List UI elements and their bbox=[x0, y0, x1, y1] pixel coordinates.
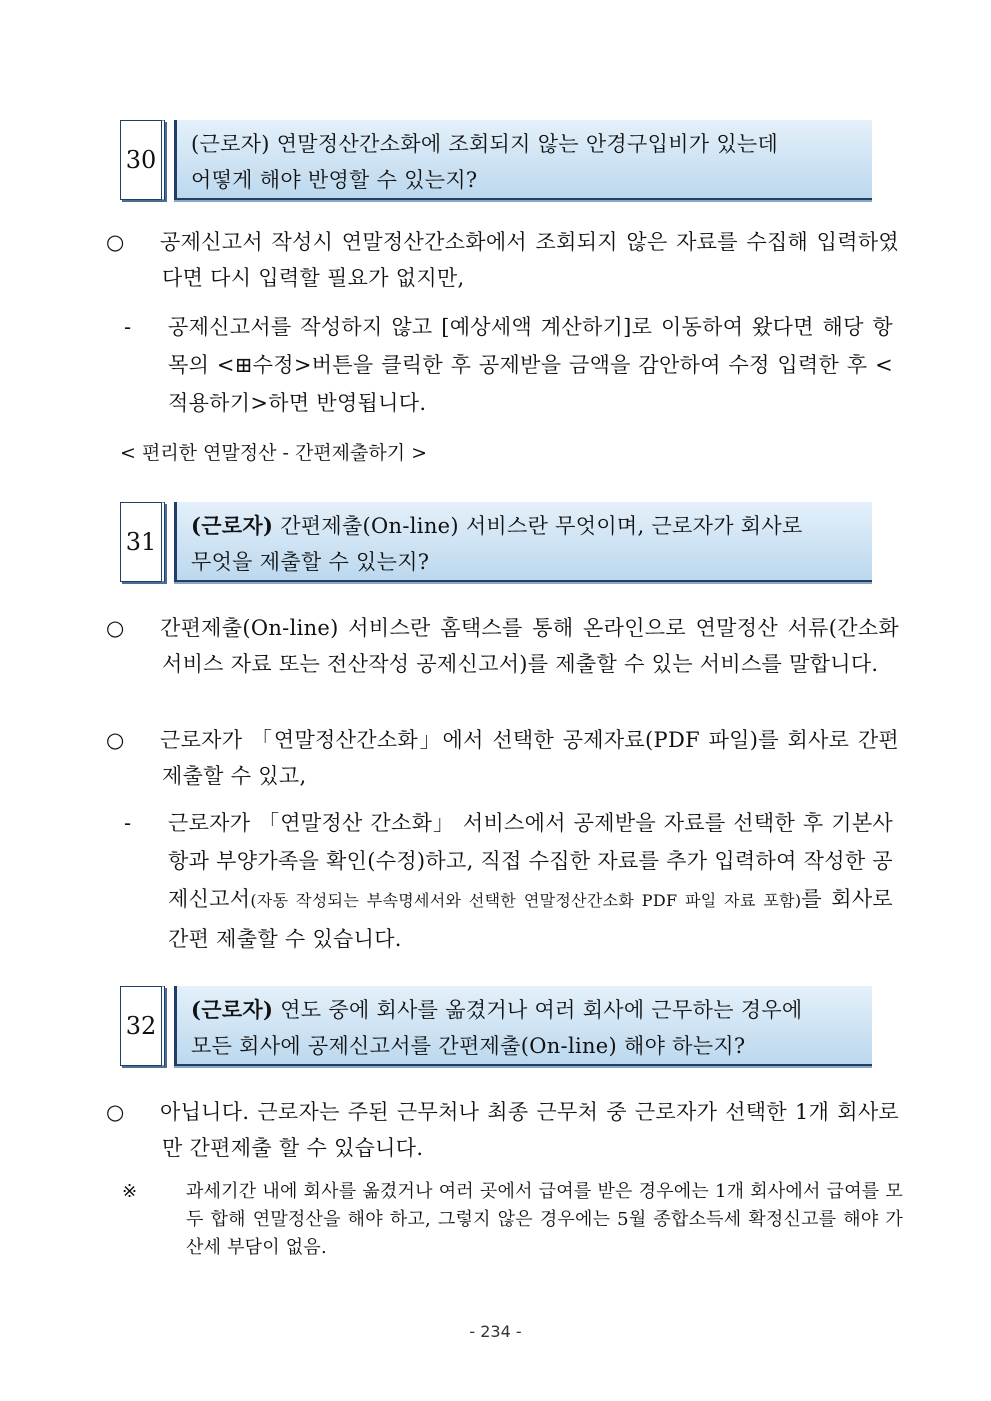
paragraph-small-text: (자동 작성되는 부속명세서와 선택한 연말정산간소화 PDF 파일 자료 포함) bbox=[250, 891, 802, 910]
question-31-box bbox=[120, 502, 872, 582]
question-line-2: 모든 회사에 공제신고서를 간편제출(On-line) 해야 하는지? bbox=[191, 1034, 746, 1058]
question-text bbox=[174, 986, 872, 1066]
circle-bullet: ○ bbox=[106, 616, 125, 640]
question-line-2: 무엇을 제출할 수 있는지? bbox=[191, 550, 430, 574]
dash-bullet: - bbox=[124, 315, 132, 339]
question-text bbox=[174, 120, 872, 200]
answer-31-paragraph-2 bbox=[106, 722, 899, 794]
answer-31-paragraph-1 bbox=[106, 610, 899, 682]
question-number: 31 bbox=[120, 502, 165, 582]
paragraph-text: 공제신고서 작성시 연말정산간소화에서 조회되지 않은 자료를 수집해 입력하였다면 다시 입력할 필요가 없지만, bbox=[160, 230, 899, 290]
question-line-1: (근로자) 간편제출(On-line) 서비스란 무엇이며, 근로자가 회사로 bbox=[191, 513, 803, 538]
paragraph-text-end: 를 회사로 간편 제출할 수 있습니다. bbox=[168, 887, 893, 951]
question-30-box bbox=[120, 120, 872, 200]
paragraph-text: 근로자가 「연말정산간소화」에서 선택한 공제자료(PDF 파일)를 회사로 간편제출할 수 있고, bbox=[160, 728, 899, 788]
question-line-1: (근로자) 연말정산간소화에 조회되지 않는 안경구입비가 있는데 bbox=[191, 132, 779, 156]
paragraph-text: 간편제출(On-line) 서비스란 홈택스를 통해 온라인으로 연말정산 서류(간소화 서비스 자료 또는 전산작성 공제신고서)를 제출할 수 있는 서비스를 말합니다. bbox=[160, 616, 899, 676]
section-heading: < 편리한 연말정산 - 간편제출하기 > bbox=[120, 442, 428, 464]
question-number: 32 bbox=[120, 986, 165, 1066]
question-number: 30 bbox=[120, 120, 165, 200]
question-bold-prefix: (근로자) bbox=[191, 513, 274, 538]
circle-bullet: ○ bbox=[106, 230, 125, 254]
answer-32-paragraph-1 bbox=[106, 1094, 899, 1166]
answer-32-note bbox=[122, 1178, 903, 1262]
page-number: - 234 - bbox=[469, 1322, 522, 1341]
question-bold-prefix: (근로자) bbox=[191, 997, 274, 1022]
answer-30-paragraph-2 bbox=[124, 308, 893, 422]
dash-bullet: - bbox=[124, 811, 132, 835]
circle-bullet: ○ bbox=[106, 1100, 125, 1124]
note-text: 과세기간 내에 회사를 옮겼거나 여러 곳에서 급여를 받은 경우에는 1개 회사에서 급여를 모두 합해 연말정산을 해야 하고, 그렇지 않은 경우에는 5월 종합소득세 확정신고를 해야 가산세 부담이 없음. bbox=[186, 1181, 903, 1258]
circle-bullet: ○ bbox=[106, 728, 125, 752]
reference-mark: ※ bbox=[122, 1181, 138, 1202]
question-text bbox=[174, 502, 872, 582]
question-line-2: 어떻게 해야 반영할 수 있는지? bbox=[191, 168, 478, 192]
paragraph-text: 공제신고서를 작성하지 않고 [예상세액 계산하기]로 이동하여 왔다면 해당 항목의 <⊞수정>버튼을 클릭한 후 공제받을 금액을 감안하여 수정 입력한 후 <적용하기>하면 반영됩니다. bbox=[168, 315, 893, 415]
paragraph-text: 아닙니다. 근로자는 주된 근무처나 최종 근무처 중 근로자가 선택한 1개 회사로만 간편제출 할 수 있습니다. bbox=[160, 1100, 899, 1160]
question-32-box bbox=[120, 986, 872, 1066]
question-line-1: (근로자) 연도 중에 회사를 옮겼거나 여러 회사에 근무하는 경우에 bbox=[191, 997, 803, 1022]
answer-31-paragraph-3 bbox=[124, 804, 893, 958]
paragraph-text: 근로자가 「연말정산 간소화」 서비스에서 공제받을 자료를 선택한 후 기본사항과 부양가족을 확인(수정)하고, 직접 수집한 자료를 추가 입력하여 작성한 공제신고서 bbox=[168, 811, 893, 911]
answer-30-paragraph-1 bbox=[106, 224, 899, 296]
